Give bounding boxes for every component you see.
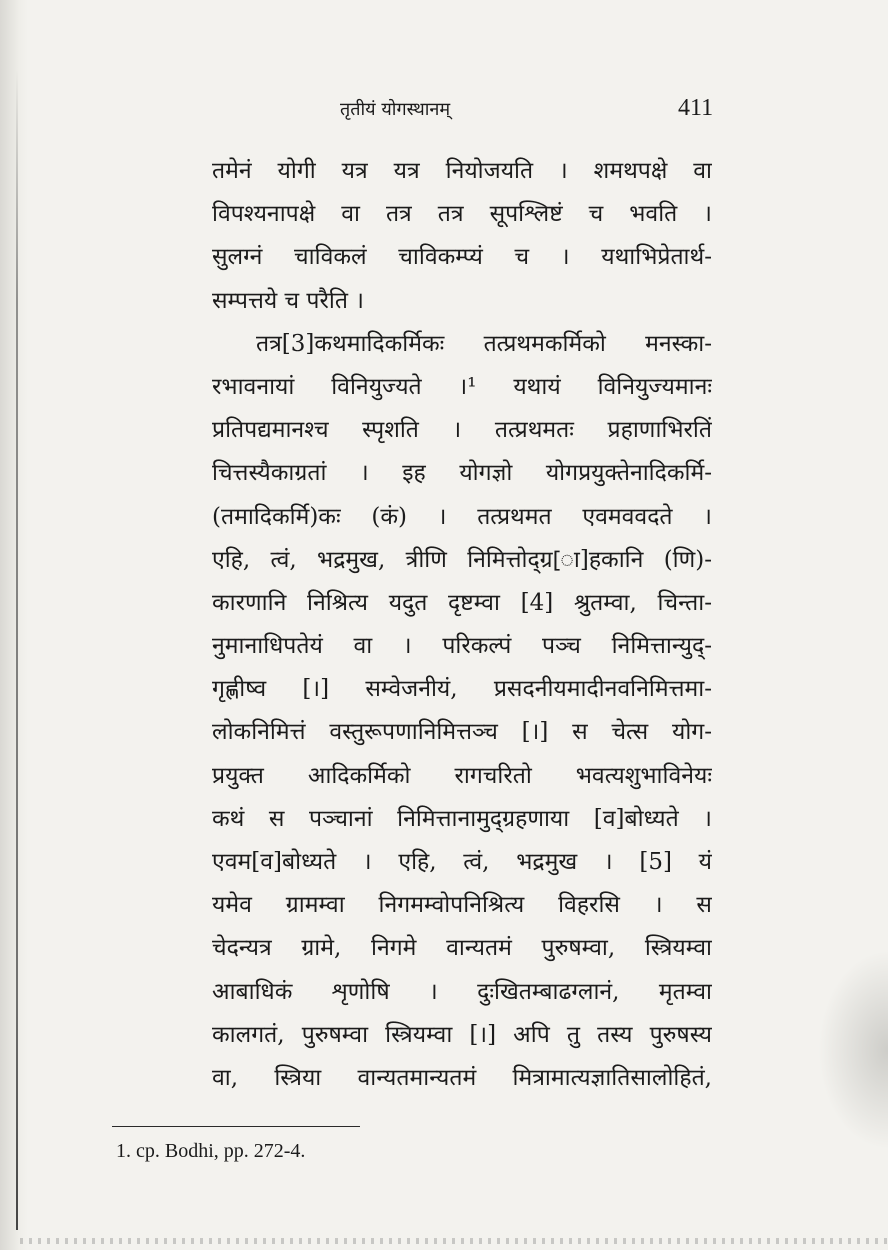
text-line: एवम[व]बोध्यते । एहि, त्वं, भद्रमुख । [5] यं bbox=[212, 849, 712, 875]
text-line: गृह्णीष्व [।] सम्वेजनीयं, प्रसदनीयमादीनवनिमित्तमा- bbox=[212, 676, 712, 703]
scan-shadow-left bbox=[0, 0, 28, 1250]
running-head: तृतीयं योगस्थानम् bbox=[340, 99, 451, 120]
text-line: रभावनायां विनियुज्यते ।¹ यथायं विनियुज्यमानः bbox=[212, 373, 712, 400]
text-line: लोकनिमित्तं वस्तुरूपणानिमित्तञ्च [।] स चेत्स योग- bbox=[212, 719, 712, 746]
text-line: एहि, त्वं, भद्रमुख, त्रीणि निमित्तोद्ग्र[ा]हकानि (णि)- bbox=[212, 546, 712, 573]
text-line: चेदन्यत्र ग्रामे, निगमे वान्यतमं पुरुषम्वा, स्त्रियम्वा bbox=[212, 935, 712, 962]
text-line: प्रयुक्त आदिकर्मिको रागचरितो भवत्यशुभाविनेयः bbox=[212, 762, 712, 789]
page-number: 411 bbox=[678, 95, 714, 121]
text-line: तमेनं योगी यत्र यत्र नियोजयति । शमथपक्षे वा bbox=[212, 158, 712, 184]
text-line: प्रतिपद्यमानश्च स्पृशति । तत्प्रथमतः प्रहाणाभिरतिं bbox=[212, 417, 712, 444]
body-text bbox=[212, 150, 712, 1100]
paragraph-start-line: तत्र[3]कथमादिकर्मिकः तत्प्रथमकर्मिको मनस्का- bbox=[256, 330, 712, 357]
text-line: चित्तस्यैकाग्रतां । इह योगज्ञो योगप्रयुक्तेनादिकर्मि- bbox=[212, 460, 712, 487]
binding-edge bbox=[16, 70, 18, 1230]
footnote-divider bbox=[112, 1126, 360, 1127]
text-line: विपश्यनापक्षे वा तत्र तत्र सूपश्लिष्टं च भवति । bbox=[212, 201, 712, 228]
text-line: वा, स्त्रिया वान्यतमान्यतमं मित्रामात्यज्ञातिसालोहितं, bbox=[212, 1064, 712, 1091]
text-line: सुलग्नं चाविकलं चाविकम्प्यं च । यथाभिप्रेतार्थ- bbox=[212, 244, 712, 271]
text-line: आबाधिकं शृणोषि । दुःखितम्बाढग्लानं, मृतम्वा bbox=[212, 978, 712, 1005]
text-line: सम्पत्तये च परैति । bbox=[212, 287, 364, 314]
text-line: (तमादिकर्मि)कः (कं) । तत्प्रथमत एवमववदते । bbox=[212, 503, 712, 530]
scan-shadow-right bbox=[818, 950, 888, 1150]
scan-edge-bottom bbox=[20, 1238, 888, 1244]
text-line: कथं स पञ्चानां निमित्तानामुद्ग्रहणाया [व]बोध्यते । bbox=[212, 805, 712, 832]
text-line: नुमानाधिपतेयं वा । परिकल्पं पञ्च निमित्तान्युद्- bbox=[212, 633, 712, 660]
footnote: 1. cp. Bodhi, pp. 272-4. bbox=[116, 1140, 306, 1162]
text-line: कारणानि निश्रित्य यदुत दृष्टम्वा [4] श्रुतम्वा, चिन्ता- bbox=[212, 589, 712, 616]
text-line: कालगतं, पुरुषम्वा स्त्रियम्वा [।] अपि तु तस्य पुरुषस्य bbox=[212, 1021, 712, 1048]
text-line: यमेव ग्रामम्वा निगमम्वोपनिश्रित्य विहरसि । स bbox=[212, 892, 712, 919]
